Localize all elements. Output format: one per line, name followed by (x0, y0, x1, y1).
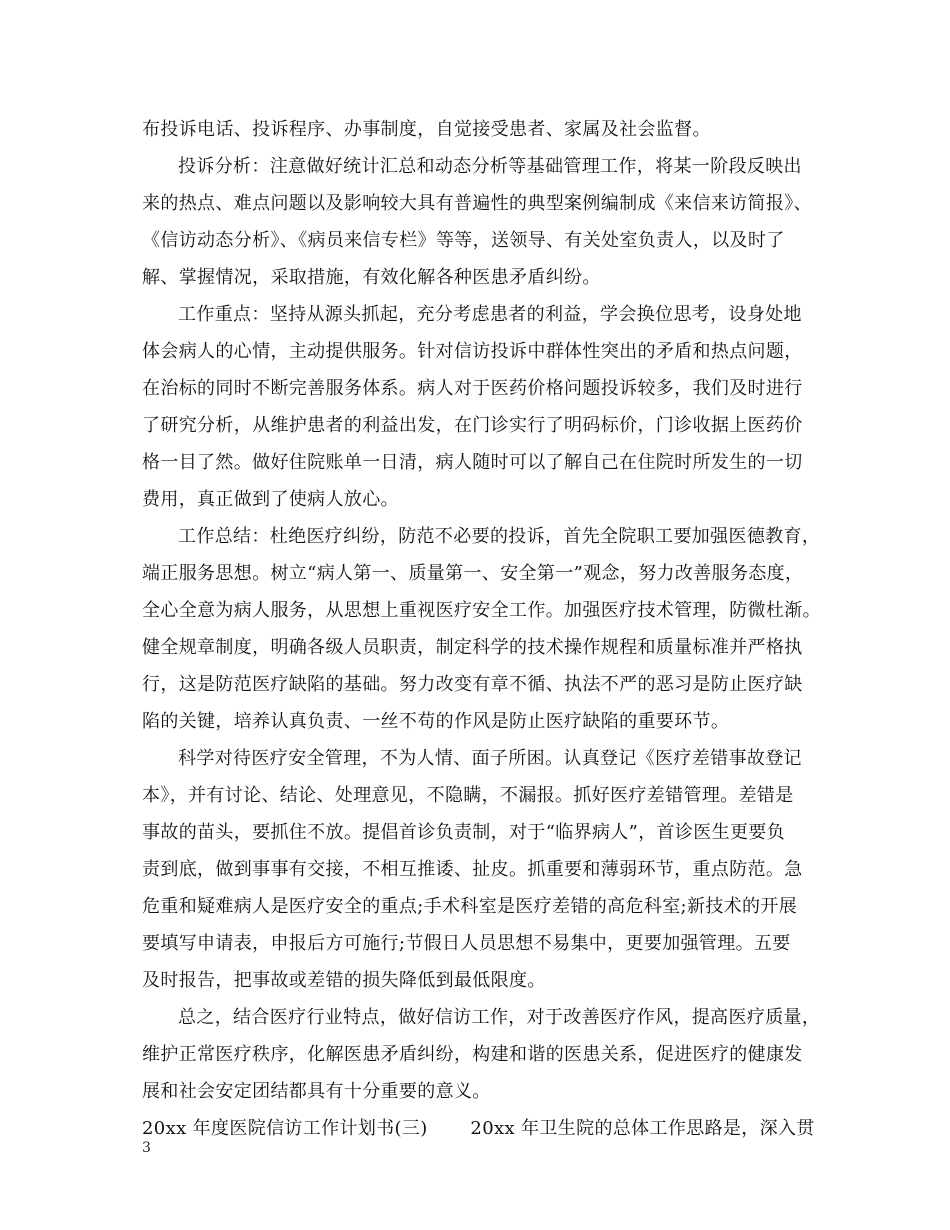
text-line: 科学对待医疗安全管理，不为人情、面子所困。认真登记《医疗差错事故登记 (178, 748, 802, 769)
text-line: 来的热点、难点问题以及影响较大具有普遍性的典型案例编制成《来信来访简报》、 (142, 193, 812, 214)
text-line: 维护正常医疗秩序，化解医患矛盾纠纷，构建和谐的医患关系，促进医疗的健康发 (142, 1044, 803, 1065)
text-line: 要填写申请表，申报后方可施行;节假日人员思想不易集中，更要加强管理。五要 (142, 933, 791, 954)
text-line: 投诉分析：注意做好统计汇总和动态分析等基础管理工作，将某一阶段反映出 (178, 156, 802, 177)
text-line: 了研究分析，从维护患者的利益出发，在门诊实行了明码标价，门诊收据上医药价 (142, 415, 803, 436)
text-line: 在治标的同时不断完善服务体系。病人对于医药价格问题投诉较多，我们及时进行 (142, 378, 803, 399)
text-line: 行，这是防范医疗缺陷的基础。努力改变有章不循、执法不严的恶习是防止医疗缺 (142, 674, 803, 695)
text-line: 解、掌握情况，采取措施，有效化解各种医患矛盾纠纷。 (142, 267, 601, 288)
text-line: 格一目了然。做好住院账单一日清，病人随时可以了解自己在住院时所发生的一切 (142, 452, 803, 473)
page-number: 3 (142, 1140, 151, 1156)
text-line: 及时报告，把事故或差错的损失降低到最低限度。 (142, 970, 546, 991)
text-line: 责到底，做到事事有交接，不相互推诿、扯皮。抓重要和薄弱环节，重点防范。急 (142, 859, 803, 880)
text-line: 总之，结合医疗行业特点，做好信访工作，对于改善医疗作风，提高医疗质量， (178, 1007, 821, 1028)
text-line: 20xx 年度医院信访工作计划书(三) 20xx 年卫生院的总体工作思路是，深入贯 (142, 1118, 815, 1139)
text-line: 工作重点：坚持从源头抓起，充分考虑患者的利益，学会换位思考，设身处地 (178, 304, 802, 325)
text-line: 危重和疑难病人是医疗安全的重点;手术科室是医疗差错的高危科室;新技术的开展 (142, 896, 798, 917)
text-line: 全心全意为病人服务，从思想上重视医疗安全工作。加强医疗技术管理，防微杜渐。 (142, 600, 821, 621)
text-line: 布投诉电话、投诉程序、办事制度，自觉接受患者、家属及社会监督。 (142, 119, 711, 140)
text-line: 《信访动态分析》、《病员来信专栏》等等，送领导、有关处室负责人，以及时了 (142, 230, 785, 251)
text-line: 健全规章制度，明确各级人员职责，制定科学的技术操作规程和质量标准并严格执 (142, 637, 803, 658)
text-line: 体会病人的心情，主动提供服务。针对信访投诉中群体性突出的矛盾和热点问题， (142, 341, 803, 362)
text-line: 费用，真正做到了使病人放心。 (142, 489, 399, 510)
text-line: 陷的关键，培养认真负责、一丝不苟的作风是防止医疗缺陷的重要环节。 (142, 711, 730, 732)
text-line: 端正服务思想。树立“病人第一、质量第一、安全第一”观念，努力改善服务态度， (142, 563, 804, 584)
text-line: 本》，并有讨论、结论、处理意见，不隐瞒，不漏报。抓好医疗差错管理。差错是 (142, 785, 794, 806)
text-line: 工作总结：杜绝医疗纠纷，防范不必要的投诉，首先全院职工要加强医德教育， (178, 526, 821, 547)
text-line: 事故的苗头，要抓住不放。提倡首诊负责制，对于“临界病人”，首诊医生更要负 (142, 822, 786, 843)
text-line: 展和社会安定团结都具有十分重要的意义。 (142, 1081, 491, 1102)
